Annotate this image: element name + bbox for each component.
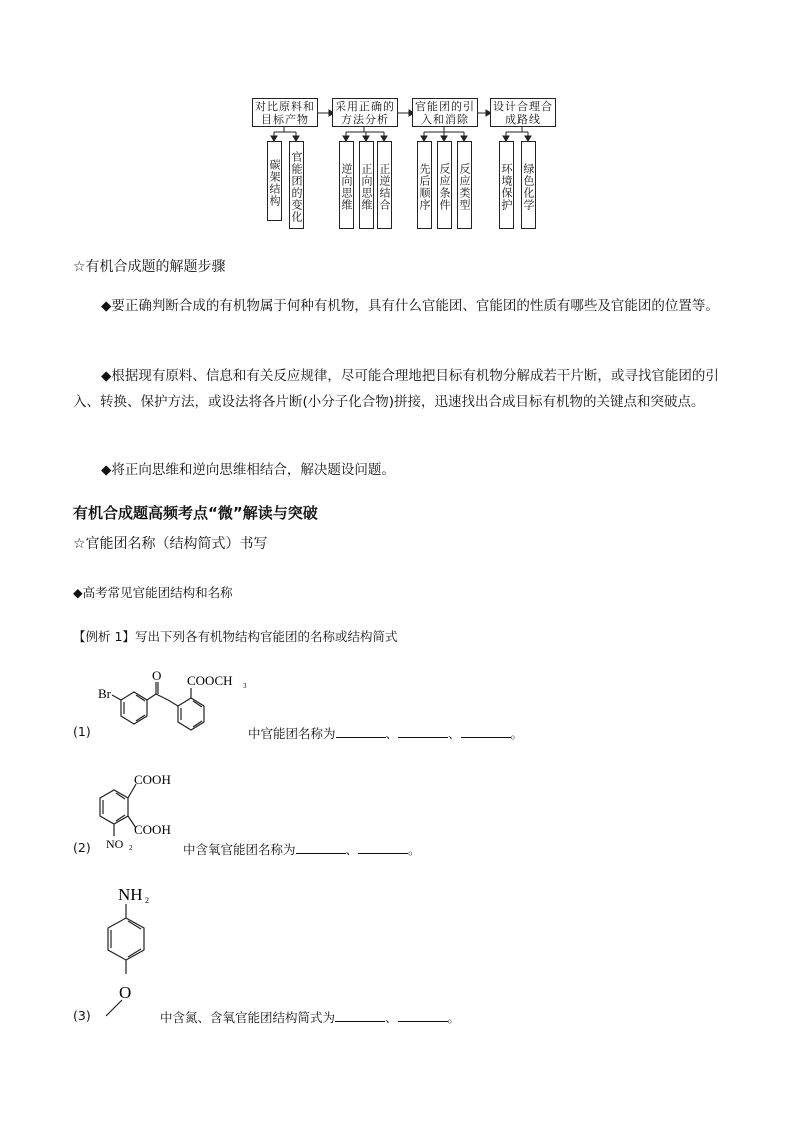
- mol3-amine: NH: [118, 885, 143, 904]
- flow-sub-reaction-type: 反应类型: [457, 141, 472, 229]
- section-title-high-frequency: 有机合成题高频考点“微”解读与突破: [73, 504, 318, 522]
- q2-number: (2): [73, 840, 91, 855]
- flow-sub-order: 先后顺序: [417, 141, 432, 229]
- example-label: 【例析 1】: [73, 629, 135, 644]
- mol1-ester: COOCH: [187, 673, 233, 688]
- q3-sep-1: 、: [385, 1010, 398, 1025]
- mol1-ester-sub: 3: [243, 682, 247, 690]
- mol2-acid-2: COOH: [134, 822, 171, 837]
- q3-sep-2: 。: [447, 1010, 461, 1025]
- q1-sep-1: 、: [385, 726, 399, 741]
- flow-sub-green-chemistry: 绿色化学: [521, 141, 536, 229]
- mol1-br: Br: [98, 686, 111, 701]
- flow-sub-forward-thinking: 正向思维: [359, 141, 374, 229]
- mol2-nitro: NO: [106, 837, 124, 851]
- flow-sub-environment: 环境保护: [499, 141, 514, 229]
- q1-blank-1[interactable]: [336, 725, 386, 738]
- q3-blank-2[interactable]: [398, 1009, 448, 1022]
- mol3-amine-sub: 2: [145, 896, 149, 905]
- section-heading-steps: ☆有机合成题的解题步骤: [73, 259, 226, 275]
- molecule-1-structure: [90, 668, 260, 740]
- flow-step-4: 设计合理合成路线: [490, 98, 556, 127]
- q3-text: 中含氮、含氧官能团结构简式为: [160, 1010, 336, 1025]
- flow-sub-carbon-skeleton: 碳架结构: [267, 141, 282, 221]
- q2-prompt: [183, 840, 421, 858]
- q2-blank-1[interactable]: [296, 841, 346, 854]
- flow-sub-combined: 正逆结合: [377, 141, 392, 229]
- q1-prompt: [248, 724, 523, 742]
- q3-prompt: [160, 1008, 460, 1026]
- flow-step-3: 官能团的引入和消除: [412, 98, 478, 127]
- q1-blank-3[interactable]: [461, 725, 511, 738]
- q2-sep-1: 、: [345, 842, 359, 857]
- q1-sep-2: 、: [448, 726, 461, 741]
- mol2-acid-1: COOH: [134, 772, 171, 787]
- flow-step-1: 对比原料和目标产物: [252, 98, 318, 127]
- q2-sep-2: 。: [408, 842, 421, 857]
- q2-blank-2[interactable]: [358, 841, 408, 854]
- q1-number: (1): [73, 724, 91, 739]
- bullet-2: ◆根据现有原料、信息和有关反应规律，尽可能合理地把目标有机物分解成若干片断，或寻找官能团的引入、转换、保护方法，或设法将各片断(小分子化合物)拼接，迅速找出合成目标有机物的关键点和突破点。: [73, 368, 719, 410]
- bullet-1: ◆要正确判断合成的有机物属于何种有机物，具有什么官能团、官能团的性质有哪些及官能团的位置等。: [101, 298, 719, 314]
- q1-blank-2[interactable]: [398, 725, 448, 738]
- flow-step-2: 采用正确的方法分析: [332, 98, 398, 127]
- flow-sub-reverse-thinking: 逆向思维: [339, 141, 354, 229]
- subheading-functional-groups: ☆官能团名称（结构简式）书写: [73, 536, 268, 552]
- q1-sep-3: 。: [510, 726, 524, 741]
- mol3-o: O: [119, 983, 132, 1002]
- q3-number: (3): [73, 1008, 91, 1023]
- bullet-common-groups: ◆高考常见官能团结构和名称: [73, 585, 233, 600]
- mol1-o: O: [152, 668, 162, 683]
- bullet-3: ◆将正向思维和逆向思维相结合，解决题设问题。: [101, 462, 395, 478]
- flow-sub-conditions: 反应条件: [437, 141, 452, 229]
- example-line: [73, 627, 397, 645]
- q1-text: 中官能团名称为: [248, 726, 336, 741]
- flow-sub-functional-group-change: 官能团的变化: [289, 141, 304, 229]
- mol2-nitro-sub: 2: [129, 844, 133, 852]
- q2-text: 中含氧官能团名称为: [183, 842, 296, 857]
- example-text: 写出下列各有机物结构官能团的名称或结构简式: [134, 629, 398, 644]
- molecule-3-structure: [96, 878, 166, 1023]
- q3-blank-1[interactable]: [335, 1009, 385, 1022]
